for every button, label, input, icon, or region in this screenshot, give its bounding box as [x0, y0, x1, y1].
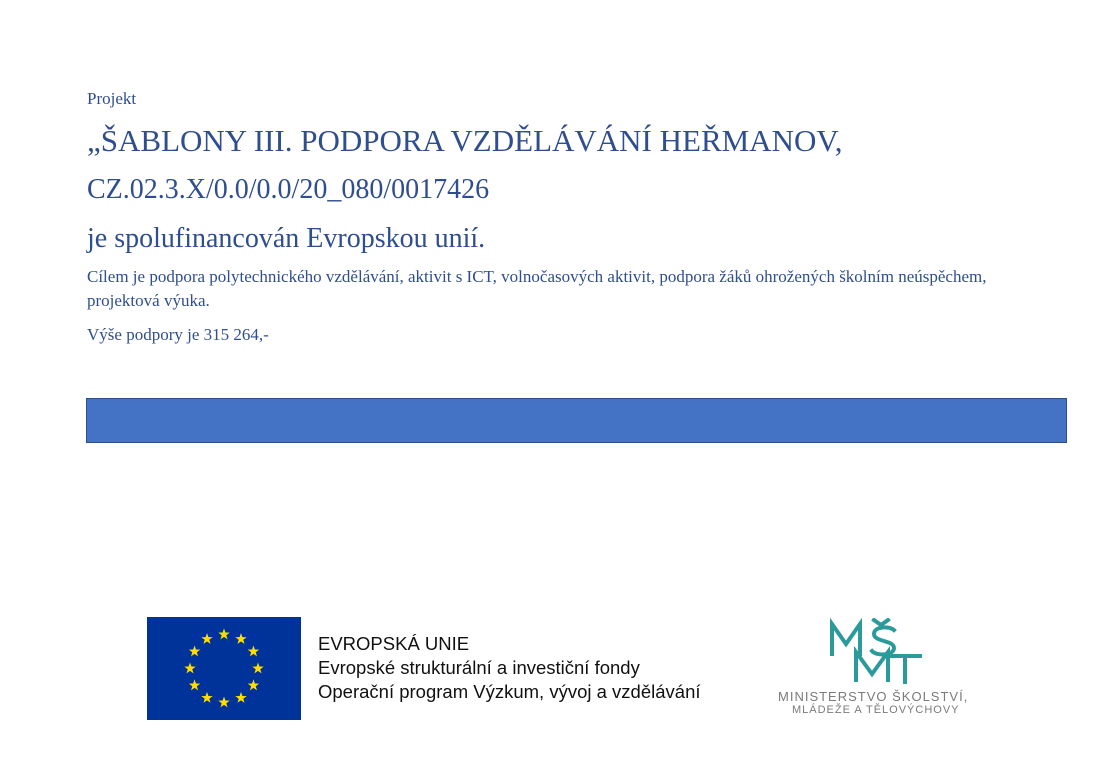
msmt-letter-s: [872, 627, 894, 654]
msmt-caron: [874, 620, 888, 625]
cofinancing-statement: je spolufinancován Evropskou unií.: [87, 223, 486, 254]
msmt-logo-line1: MINISTERSTVO ŠKOLSTVÍ,: [778, 689, 969, 704]
project-goal: Cílem je podpora polytechnického vzdělávání, aktivit s ICT, volnočasových aktivit, podpora žáků ohrožených školním neúspěchem, projektová výuka.: [87, 267, 987, 310]
msmt-monogram-icon: [820, 618, 940, 688]
eu-logo-line2: Evropské strukturální a investiční fondy: [318, 657, 640, 678]
blue-banner-bar: [86, 398, 1067, 443]
project-label: Projekt: [87, 89, 137, 108]
support-amount: Výše podpory je 315 264,-: [87, 325, 269, 344]
project-title: „ŠABLONY III. PODPORA VZDĚLÁVÁNÍ HEŘMANOV,: [87, 123, 843, 158]
project-registration-number: CZ.02.3.X/0.0/0.0/20_080/0017426: [87, 174, 490, 205]
eu-flag-icon: [147, 617, 301, 720]
eu-logo-line1: EVROPSKÁ UNIE: [318, 633, 470, 654]
msmt-logo-line2: MLÁDEŽE A TĚLOVÝCHOVY: [792, 704, 960, 716]
msmt-letter-m-bottom: [856, 652, 888, 680]
eu-logo-line3: Operační program Výzkum, vývoj a vzdělávání: [318, 681, 701, 702]
